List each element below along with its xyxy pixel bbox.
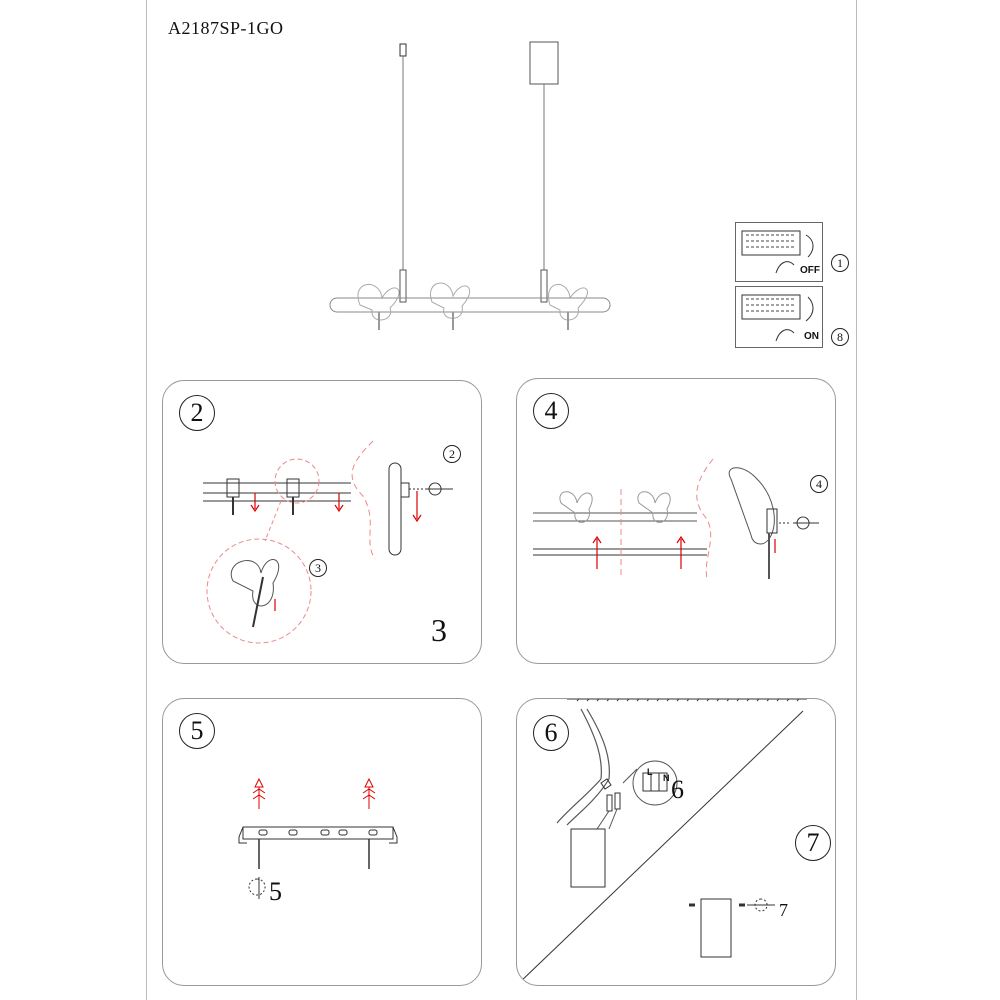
panel-step-4-drawing xyxy=(517,379,835,663)
model-code: A2187SP-1GO xyxy=(168,18,284,38)
panel-step-5 xyxy=(162,698,482,986)
terminal-label-n: N xyxy=(663,773,670,783)
panel-step-6-number: 6 xyxy=(533,715,569,751)
panel-step-7-number: 7 xyxy=(795,825,831,861)
panel-step-2-callout-3: 3 xyxy=(309,559,327,577)
panel-step-6-7 xyxy=(516,698,836,986)
panel-step-2-callout-2: 2 xyxy=(443,445,461,463)
switch-on-step-number: 8 xyxy=(831,328,849,346)
panel-step-7-inline-number: 7 xyxy=(779,900,788,920)
fixture-overview-drawing xyxy=(320,40,620,340)
panel-step-6-drawing xyxy=(517,699,835,985)
switch-on-inset xyxy=(735,286,823,348)
frame-left-line xyxy=(146,0,147,1000)
switch-off-step-number: 1 xyxy=(831,254,849,272)
switch-off-label: OFF xyxy=(800,265,820,276)
panel-step-4-number: 4 xyxy=(533,393,569,429)
frame-right-line xyxy=(856,0,857,1000)
panel-step-2-bottom-number: 3 xyxy=(431,612,447,648)
panel-step-4 xyxy=(516,378,836,664)
panel-step-5-number: 5 xyxy=(179,713,215,749)
terminal-label-l: L xyxy=(647,767,653,777)
panel-step-2 xyxy=(162,380,482,664)
switch-on-label: ON xyxy=(804,331,819,342)
switch-off-inset xyxy=(735,222,823,282)
panel-step-6-callout: 6 xyxy=(671,775,684,804)
panel-step-2-number: 2 xyxy=(179,395,215,431)
panel-step-5-drawing xyxy=(163,699,481,985)
panel-step-4-callout-4: 4 xyxy=(810,475,828,493)
panel-step-5-bottom-number: 5 xyxy=(269,877,282,906)
